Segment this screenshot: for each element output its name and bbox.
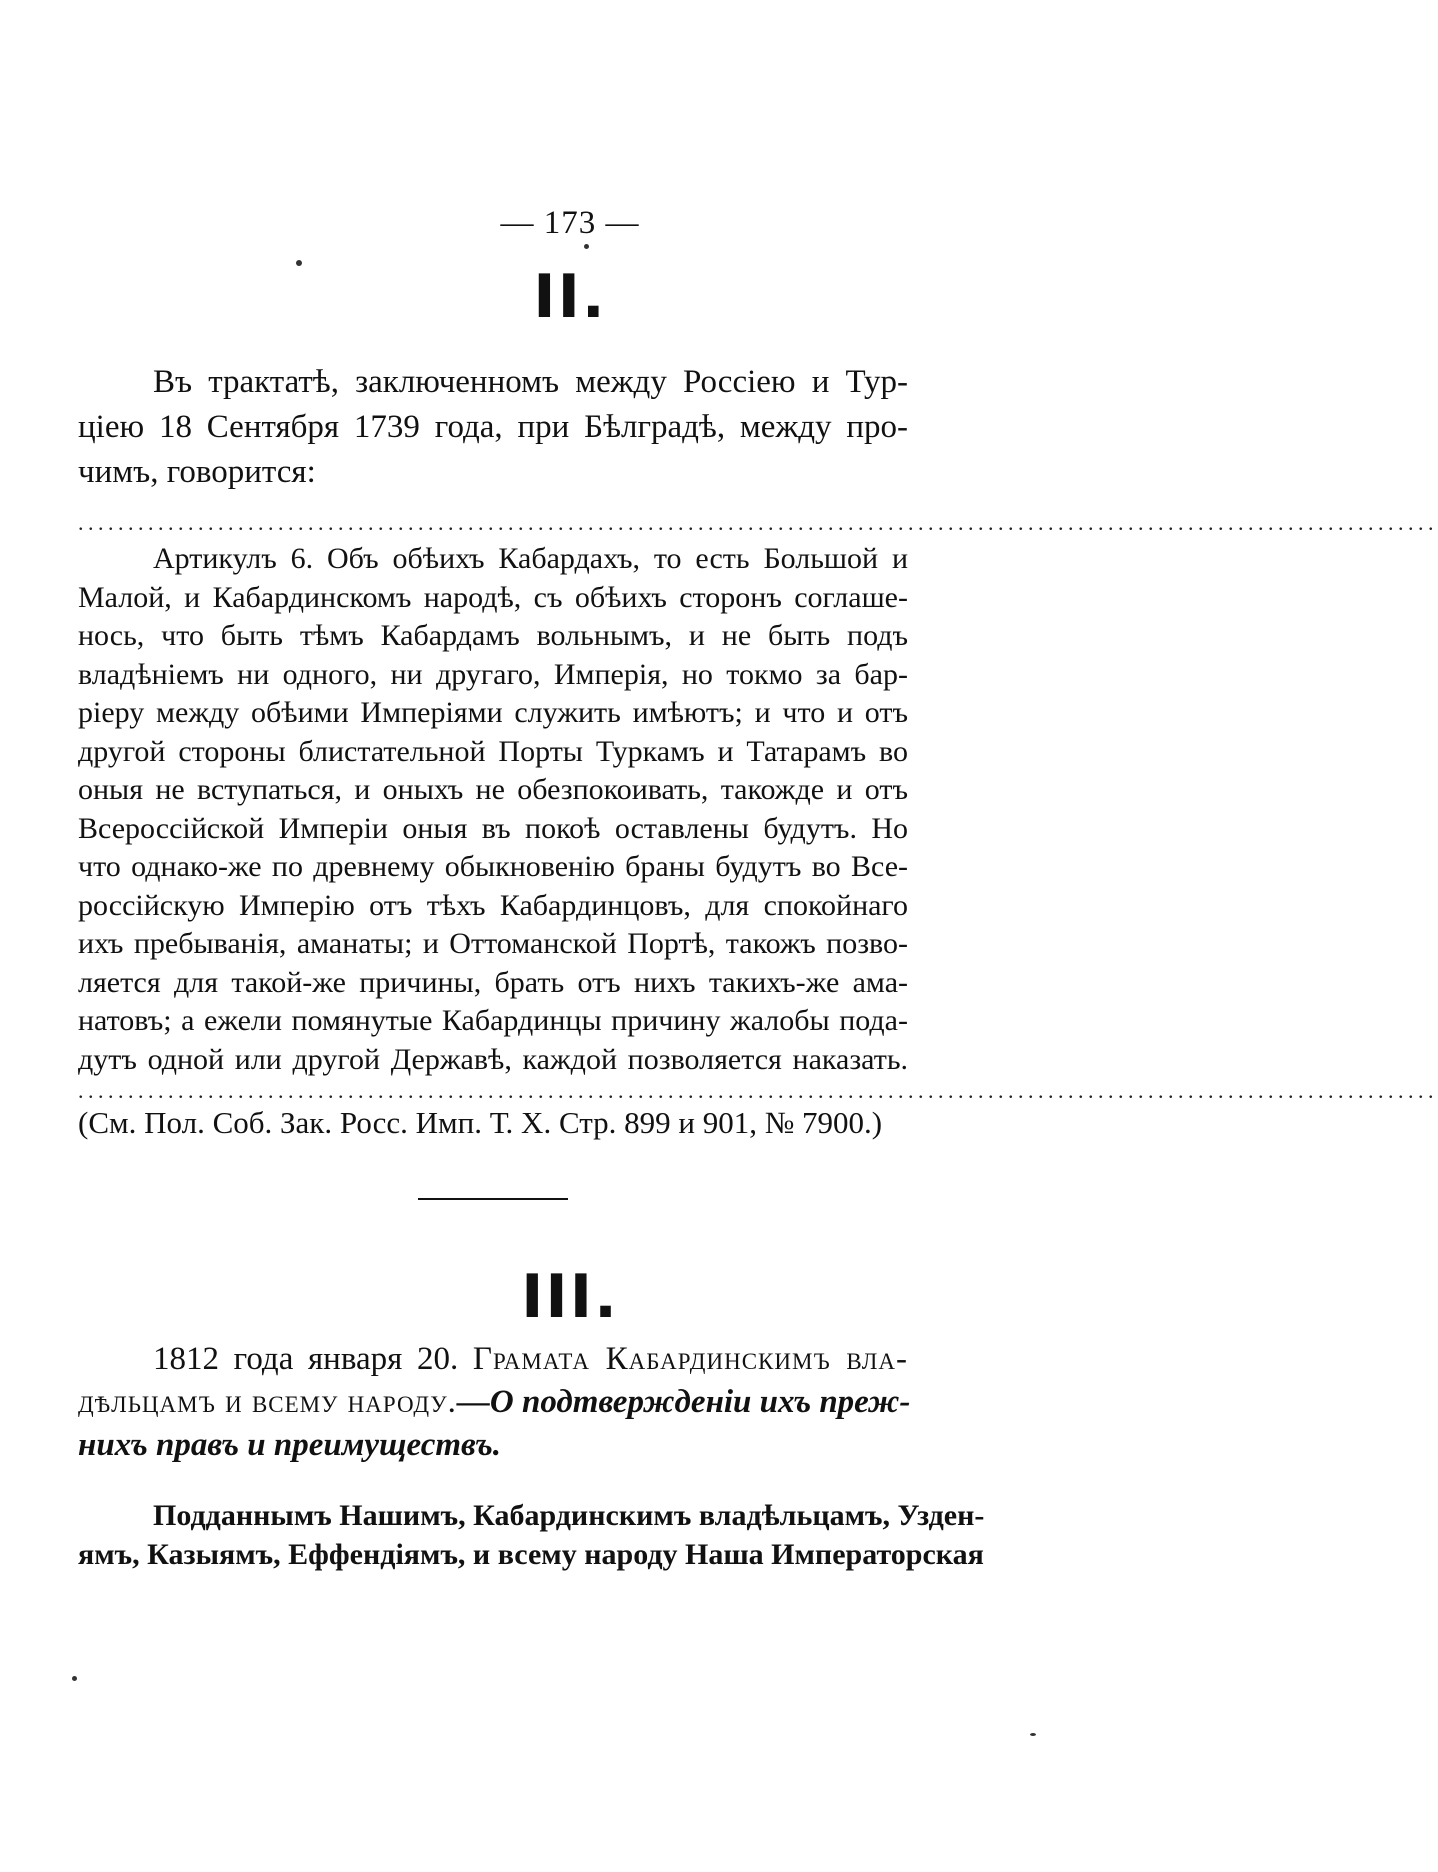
text-line: оныя не вступаться, и оныхъ не обезпокоивать, такожде и отъ: [78, 773, 908, 806]
decree-subject-italic: —О подтвержденіи ихъ преж-: [456, 1384, 911, 1420]
text-line: россійскую Имперію отъ тѣхъ Кабардинцовъ, для спокойнаго: [78, 888, 908, 922]
scan-speck: [296, 260, 302, 266]
decree-title-paragraph: [78, 1338, 911, 1467]
citation-text: (См. Пол. Соб. Зак. Росс. Имп. Т. X. Стр. 899 и 901, № 7900.): [78, 1105, 883, 1140]
text-line: [78, 1424, 908, 1467]
section-separator-rule: [418, 1198, 568, 1200]
text-line: ляется для такой-же причины, брать отъ нихъ такихъ-же ама-: [78, 965, 908, 999]
decree-body-paragraph: [78, 1497, 985, 1574]
decree-date: 1812 года января 20.: [153, 1341, 473, 1377]
section-heading-ii: II.: [533, 262, 607, 332]
text-line: ихъ пребыванія, аманаты; и Оттоманской Портѣ, такожъ позво-: [78, 927, 908, 960]
text-line: ціею 18 Сентября 1739 года, при Бѣлградѣ, между про-: [78, 409, 908, 445]
scan-speck: [72, 1676, 77, 1681]
page-number: — 173 —: [500, 205, 640, 241]
text-line: чимъ, говорится:: [78, 454, 316, 490]
ellipsis-divider: ........................................................................................................................................: [78, 1078, 1438, 1103]
text-line: нось, что быть тѣмъ Кабардамъ вольнымъ, и не быть подъ: [78, 619, 908, 652]
text-line: ямъ, Казыямъ, Еффендіямъ, и всему народу Наша Императорская: [78, 1537, 984, 1571]
text-line: Подданнымъ Нашимъ, Кабардинскимъ владѣльцамъ, Узден-: [153, 1499, 985, 1532]
treaty-intro-paragraph: [78, 360, 908, 495]
decree-title-caps: дѣльцамъ и всему народу.: [78, 1384, 457, 1420]
ellipsis-divider: ........................................................................................................................................: [78, 510, 1438, 535]
article-6-paragraph: [78, 540, 908, 1079]
text-line: владѣніемъ ни одного, ни другаго, Имперія, но токмо за бар-: [78, 657, 908, 691]
text-line: [78, 1338, 908, 1381]
scan-speck: [1030, 1733, 1036, 1736]
section-heading-iii: III.: [521, 1262, 619, 1332]
text-line: Артикулъ 6. Объ обѣихъ Кабардахъ, то есть Большой и: [153, 542, 908, 575]
text-line: что однако-же по древнему обыкновенію браны будутъ во Все-: [78, 850, 908, 883]
text-line: Всероссійской Имперіи оныя въ покоѣ оставлены будутъ. Но: [78, 811, 908, 845]
text-line: [78, 1381, 911, 1424]
text-line: Малой, и Кабардинскомъ народѣ, съ обѣихъ сторонъ соглаше-: [78, 580, 908, 614]
text-line: Въ трактатѣ, заключенномъ между Россіею и Тур-: [153, 364, 908, 400]
decree-subject-italic: нихъ правъ и преимуществъ.: [78, 1427, 501, 1463]
text-line: натовъ; а ежели помянутые Кабардинцы причину жалобы пода-: [78, 1004, 908, 1037]
text-line: дутъ одной или другой Державѣ, каждой позволяется наказать.: [78, 1042, 908, 1076]
scan-speck: [584, 244, 589, 249]
decree-title-caps: Грамата Кабардинскимъ вла-: [472, 1341, 908, 1377]
citation-line: [78, 1104, 908, 1143]
text-line: другой стороны блистательной Порты Туркамъ и Татарамъ во: [78, 734, 908, 768]
text-line: ріеру между обѣими Имперіями служить имѣютъ; и что и отъ: [78, 696, 908, 729]
